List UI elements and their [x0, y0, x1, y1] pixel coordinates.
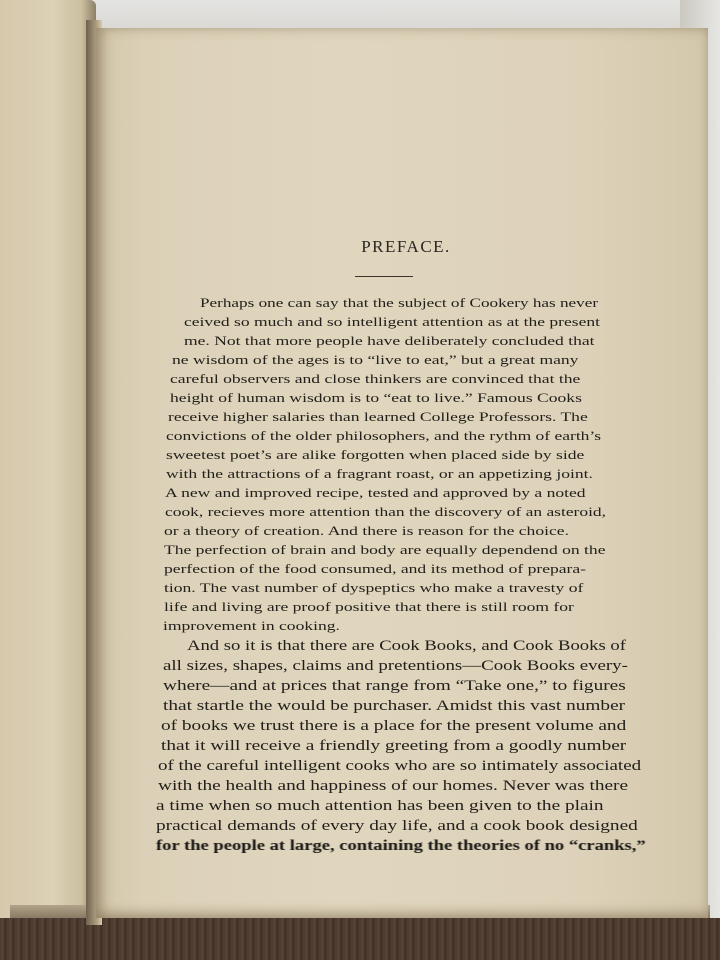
text-line: life and living are proof positive that there is still room for: [164, 599, 574, 614]
text-line: me. Not that more people have deliberately concluded that: [184, 333, 595, 348]
text-line: where—and at prices that range from “Take one,” to figures: [163, 678, 626, 694]
text-line: with the health and happiness of our homes. Never was there: [158, 778, 629, 794]
text-line: sweetest poet’s are alike forgotten when placed side by side: [166, 447, 585, 462]
text-line: that it will receive a friendly greeting from a goodly number: [161, 738, 627, 754]
text-line: cook, recieves more attention than the discovery of an asteroid,: [165, 504, 607, 519]
text-line: convictions of the older philosophers, and the rythm of earth’s: [166, 428, 602, 443]
text-line: or a theory of creation. And there is reason for the choice.: [164, 523, 569, 538]
text-line: perfection of the food consumed, and its method of prepara-: [164, 561, 587, 576]
page-title: PREFACE.: [361, 237, 451, 256]
text-line: receive higher salaries than learned College Professors. The: [168, 409, 588, 424]
text-line: with the attractions of a fragrant roast, or an appetizing joint.: [166, 466, 593, 481]
text-line: of books we trust there is a place for the present volume and: [161, 718, 627, 734]
text-line: height of human wisdom is to “eat to live.” Famous Cooks: [170, 390, 582, 405]
text-line: practical demands of every day life, and a cook book designed: [156, 818, 638, 834]
text-line: ceived so much and so intelligent attention as at the present: [184, 314, 600, 329]
title-rule: [355, 276, 413, 277]
text-line: A new and improved recipe, tested and approved by a noted: [165, 485, 586, 500]
book-page: [96, 28, 708, 918]
text-line: that startle the would be purchaser. Amidst this vast number: [163, 698, 626, 714]
left-page-edge: [0, 0, 96, 930]
text-line: improvement in cooking.: [163, 618, 340, 633]
text-line: for the people at large, containing the theories of no “cranks,”: [156, 838, 646, 854]
text-line: of the careful intelligent cooks who are so intimately associated: [158, 758, 642, 774]
text-line: all sizes, shapes, claims and pretentions—Cook Books every-: [163, 658, 628, 674]
book-binding-bottom: [0, 918, 720, 960]
text-line: And so it is that there are Cook Books, and Cook Books of: [187, 638, 626, 654]
text-line: careful observers and close thinkers are convinced that the: [170, 371, 581, 386]
text-line: ne wisdom of the ages is to “live to eat,” but a great many: [172, 352, 579, 367]
text-line: a time when so much attention has been given to the plain: [156, 798, 604, 814]
text-line: Perhaps one can say that the subject of Cookery has never: [200, 295, 599, 310]
text-line: The perfection of brain and body are equally dependend on the: [164, 542, 606, 557]
text-line: tion. The vast number of dyspeptics who make a travesty of: [164, 580, 584, 595]
